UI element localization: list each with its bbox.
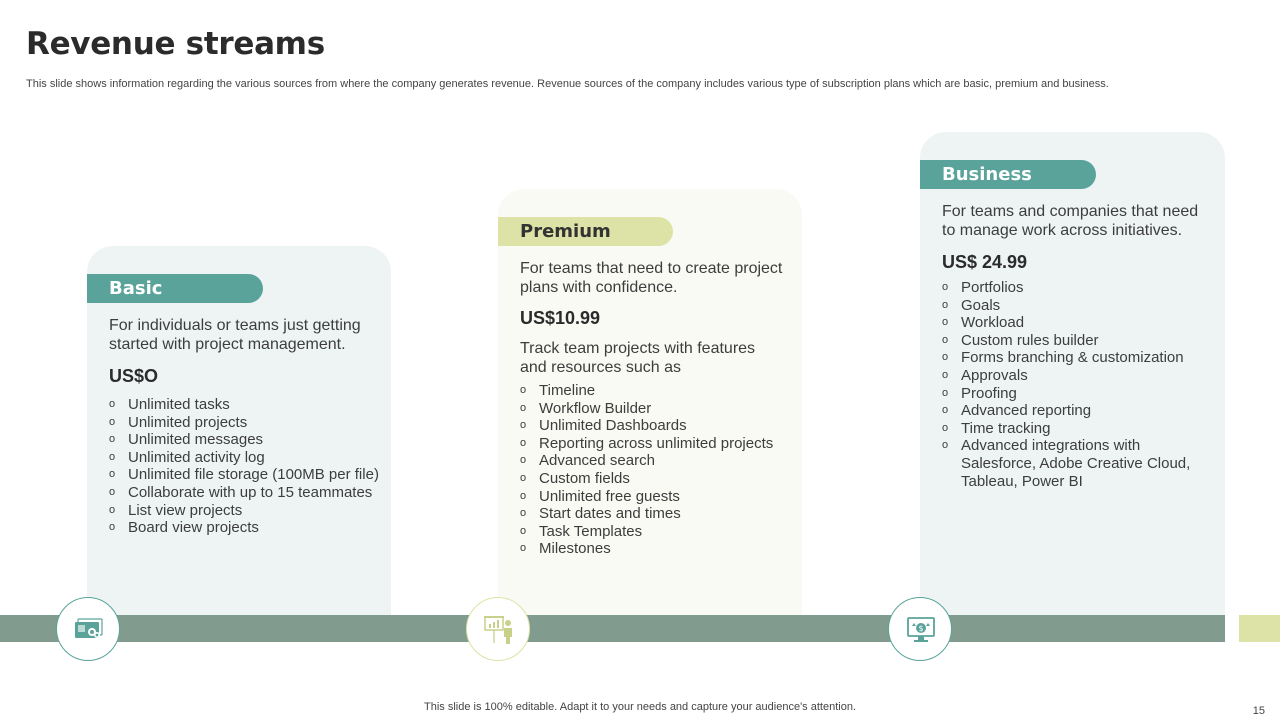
feature-item (109, 519, 379, 537)
feature-item (942, 385, 1192, 403)
bullet-icon: o (942, 333, 949, 346)
feature-text: Start dates and times (539, 505, 681, 523)
feature-text: Advanced reporting (961, 402, 1092, 420)
plan-card-basic (87, 246, 391, 616)
plan-description-business: For teams and companies that need to manage work across initiatives. (942, 203, 1199, 239)
icon-circle-premium (466, 597, 530, 661)
feature-text: Task Templates (539, 522, 643, 540)
feature-item (520, 452, 795, 470)
plan-card-premium (498, 189, 802, 616)
bullet-icon: o (109, 450, 116, 463)
feature-item (520, 523, 795, 541)
bullet-icon: o (942, 386, 949, 399)
feature-list-premium (520, 382, 795, 558)
feature-text: Milestones (539, 540, 611, 558)
bullet-icon: o (109, 468, 116, 481)
icon-circle-business (888, 597, 952, 661)
feature-text: Collaborate with up to 15 teammates (128, 483, 373, 501)
feature-text: Unlimited messages (128, 431, 264, 449)
feature-text: Custom rules builder (961, 331, 1099, 349)
feature-item (109, 502, 379, 520)
feature-text: Workflow Builder (539, 399, 652, 417)
feature-item (109, 449, 379, 467)
plan-name-business: Business (920, 160, 1096, 189)
bullet-icon: o (520, 436, 527, 449)
feature-text: Goals (961, 296, 1001, 314)
feature-text: List view projects (128, 501, 243, 519)
bullet-icon: o (109, 398, 116, 410)
bullet-icon: o (942, 281, 949, 293)
feature-item (942, 437, 1192, 490)
monitor-dollar-icon (905, 614, 937, 646)
bullet-icon: o (109, 485, 116, 498)
feature-text: Unlimited file storage (100MB per file) (128, 466, 379, 484)
bullet-icon: o (520, 471, 527, 484)
bullet-icon: o (942, 368, 949, 381)
bullet-icon: o (520, 454, 527, 467)
money-settings-icon (73, 614, 105, 646)
feature-item (942, 279, 1192, 297)
feature-item (520, 382, 795, 400)
bullet-icon: o (942, 404, 949, 417)
footer-note: This slide is 100% editable. Adapt it to your needs and capture your audience's attention. (424, 701, 856, 713)
feature-text: Timeline (539, 382, 596, 399)
bullet-icon: o (942, 316, 949, 329)
plan-price-business: US$ 24.99 (942, 252, 1028, 272)
bullet-icon: o (520, 507, 527, 520)
bullet-icon: o (109, 433, 116, 446)
timeline-band (0, 615, 1225, 642)
feature-text: Workload (961, 314, 1025, 332)
bullet-icon: o (942, 351, 949, 364)
feature-item (109, 484, 379, 502)
icon-circle-basic (56, 597, 120, 661)
feature-text: Unlimited Dashboards (539, 417, 687, 435)
feature-text: Proofing (961, 384, 1017, 402)
feature-item (109, 414, 379, 432)
plan-price-basic: US$O (109, 366, 159, 386)
plan-name-premium: Premium (498, 217, 673, 246)
feature-text: Advanced integrations with Salesforce, Adobe Creative Cloud, Tableau, Power BI (961, 437, 1191, 490)
feature-item (109, 431, 379, 449)
feature-item (942, 402, 1192, 420)
presentation-icon (483, 614, 515, 646)
feature-item (942, 332, 1192, 350)
bullet-icon: o (109, 521, 116, 534)
feature-item (942, 297, 1192, 315)
bullet-icon: o (520, 524, 527, 537)
feature-item (520, 505, 795, 523)
feature-item (520, 435, 795, 453)
timeline-band-accent (1239, 615, 1280, 642)
bullet-icon: o (109, 415, 116, 428)
feature-item (520, 470, 795, 488)
feature-text: Unlimited activity log (128, 448, 265, 466)
page-number: 15 (1252, 705, 1265, 717)
plan-note-premium: Track team projects with features and resources such as (520, 340, 756, 376)
feature-item (520, 417, 795, 435)
bullet-icon: o (520, 542, 527, 555)
feature-text: Unlimited projects (128, 413, 248, 431)
plan-description-premium: For teams that need to create project plans with confidence. (520, 260, 783, 296)
bullet-icon: o (942, 298, 949, 311)
feature-text: Forms branching & customization (961, 349, 1184, 367)
feature-item (520, 400, 795, 418)
svg-text:$: $ (918, 624, 924, 633)
feature-item (942, 314, 1192, 332)
plan-name-basic: Basic (87, 274, 263, 303)
feature-item (520, 540, 795, 558)
plan-price-premium: US$10.99 (520, 308, 601, 328)
plan-description-basic: For individuals or teams just getting started with project management. (109, 317, 361, 353)
feature-item (942, 420, 1192, 438)
bullet-icon: o (520, 401, 527, 414)
plan-card-business (920, 132, 1225, 616)
feature-text: Approvals (961, 366, 1028, 384)
feature-text: Custom fields (539, 469, 630, 487)
feature-list-basic (109, 396, 379, 537)
bullet-icon: o (520, 489, 527, 502)
feature-text: Board view projects (128, 519, 259, 537)
page-subtitle: This slide shows information regarding the various sources from where the company generates revenue. Revenue sources of the company includes various type of subscription plans which are basic, premium and business. (26, 78, 1109, 90)
bullet-icon: o (109, 503, 116, 516)
page-title: Revenue streams (26, 26, 325, 62)
feature-item (109, 396, 379, 414)
bullet-icon: o (520, 384, 527, 396)
feature-item (520, 488, 795, 506)
feature-text: Advanced search (539, 452, 655, 470)
feature-text: Reporting across unlimited projects (539, 434, 774, 452)
bullet-icon: o (520, 419, 527, 432)
bullet-icon: o (942, 439, 949, 452)
feature-text: Time tracking (961, 419, 1051, 437)
feature-item (109, 466, 379, 484)
feature-item (942, 367, 1192, 385)
feature-text: Unlimited free guests (539, 487, 680, 505)
bullet-icon: o (942, 421, 949, 434)
feature-list-business (942, 279, 1192, 490)
feature-text: Portfolios (961, 279, 1024, 296)
feature-item (942, 349, 1192, 367)
feature-text: Unlimited tasks (128, 396, 230, 413)
